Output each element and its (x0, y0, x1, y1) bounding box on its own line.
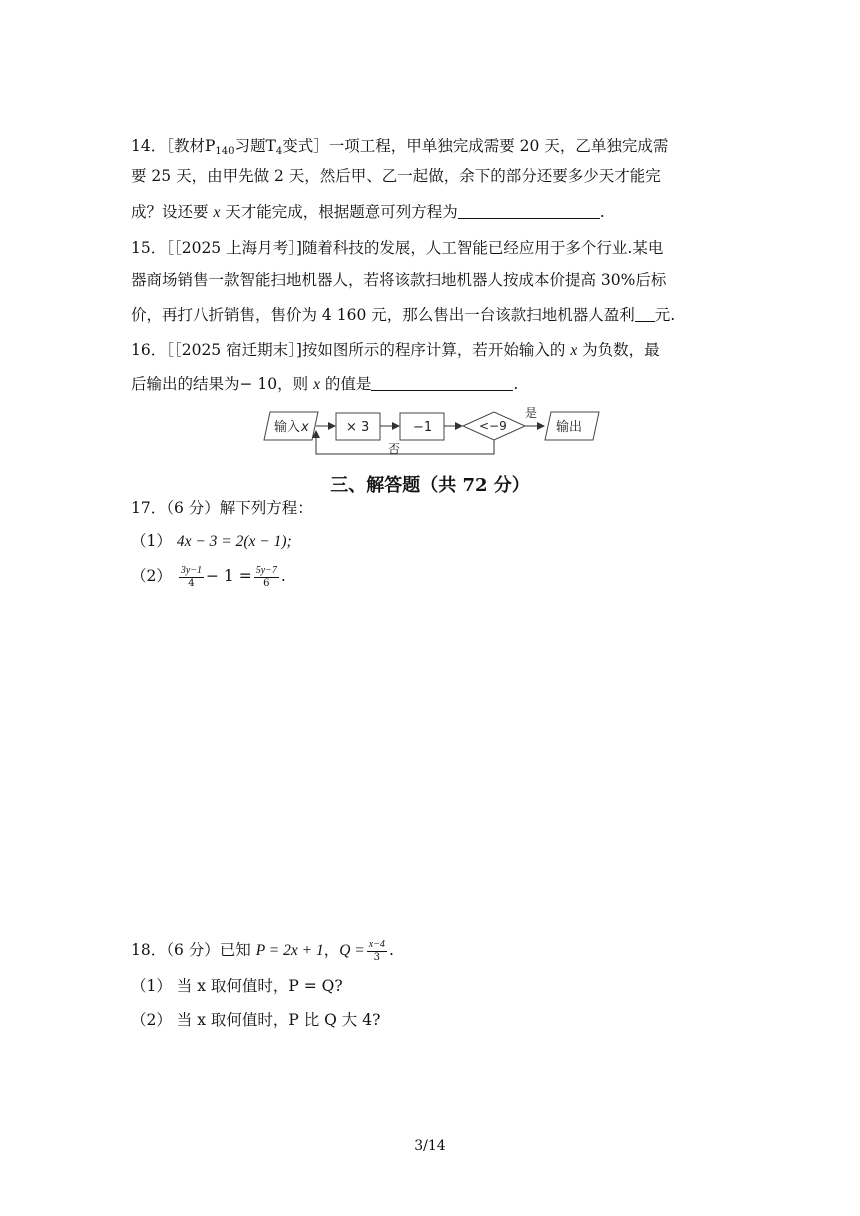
q14-source-mid: 习题T (234, 137, 276, 155)
q18-frac-num: x−4 (368, 938, 385, 950)
q15-text-2: 器商场销售一款智能扫地机器人，若将该款扫地机器人按成本价提高 30%后标 (131, 271, 667, 289)
q17-header (131, 498, 313, 518)
q17-header-text: 17．（6 分）解下列方程： (131, 499, 313, 517)
q17-p2-mid: − 1 = (206, 567, 252, 585)
q15-line-1 (131, 238, 663, 258)
output-label: 输出 (556, 420, 583, 435)
q15-answer-blank (635, 307, 655, 322)
times3-label: × 3 (346, 420, 370, 435)
q17-frac2-num: 5y−7 (255, 564, 277, 576)
input-var: x (301, 420, 309, 435)
q17-p2-fraction-right (254, 565, 279, 590)
condition-label: <−9 (479, 419, 507, 433)
input-label: 输入 (274, 420, 301, 435)
q15-text-3b: 元. (654, 306, 676, 324)
q14-text-3b: 天才能完成，根据题意可列方程为 (220, 203, 458, 221)
q18-header (131, 936, 394, 965)
q15-text-1: 15．［［2025 上海月考］]随着科技的发展，人工智能已经应用于多个行业.某电 (131, 239, 664, 257)
q16-text-2b: 的值是 (319, 375, 372, 393)
q15-line-3 (131, 305, 675, 325)
q16-text-1a: 16．［［2025 宿迁期末］]按如图所示的程序计算，若开始输入的 (131, 341, 571, 359)
q18-part-2 (131, 1010, 380, 1030)
q16-var-x-1: x (570, 342, 578, 359)
q18-Q-fraction (367, 939, 387, 964)
q14-sub-140: 140 (215, 146, 235, 157)
no-label: 否 (388, 442, 401, 456)
q17-p2-end: . (280, 567, 286, 585)
q14-text-2: 要 25 天，由甲先做 2 天，然后甲、乙一起做，余下的部分还要多少天才能完 (131, 167, 661, 185)
q18-P-equation: P = 2x + 1 (255, 942, 324, 959)
minus1-label: −1 (413, 420, 433, 435)
q14-text-1: 一项工程，甲单独完成需要 20 天，乙单独完成需 (328, 137, 669, 155)
q16-line-1 (131, 340, 660, 361)
q15-text-3a: 价，再打八折销售，售价为 4 160 元，那么售出一台该款扫地机器人盈利 (131, 306, 635, 324)
q17-part-1 (131, 531, 292, 552)
q14-source-open: ［教材P (166, 137, 216, 155)
q16-line-2 (131, 374, 518, 395)
q17-part-2 (131, 562, 286, 590)
yes-label: 是 (525, 406, 538, 420)
q14-number: 14． (131, 137, 167, 155)
q16-text-1b: 为负数，最 (577, 341, 660, 359)
q18-Q-equation: Q = (339, 942, 365, 959)
q14-line-3 (131, 202, 605, 223)
q17-frac1-num: 3y−1 (180, 564, 202, 576)
q17-frac1-den: 4 (188, 577, 195, 589)
q18-p1-text: （1） 当 x 取何值时，P = Q? (131, 977, 343, 995)
q16-answer-blank (371, 376, 513, 391)
q18-header-text: 18．（6 分）已知 (131, 941, 256, 959)
q14-sub-4: 4 (275, 146, 283, 157)
section-heading: 三、解答题（共 72 分） (330, 475, 530, 496)
q14-end: . (599, 203, 605, 221)
page-number: 3/14 (414, 1138, 446, 1154)
q17-p1-equation: 4x − 3 = 2(x − 1); (176, 533, 292, 550)
q18-p2-text: （2） 当 x 取何值时，P 比 Q 大 4? (131, 1011, 381, 1029)
q16-var-x-2: x (313, 376, 320, 393)
q15-line-2 (131, 270, 666, 290)
q17-p2-fraction-left (179, 565, 204, 590)
q14-line-1 (131, 136, 668, 162)
q17-p2-label: （2） (131, 567, 172, 585)
q16-end: . (513, 375, 519, 393)
q18-frac-den: 3 (373, 951, 381, 963)
program-flowchart (0, 404, 860, 464)
q14-var-x: x (213, 204, 221, 221)
q17-frac2-den: 6 (263, 577, 270, 589)
q18-end: . (388, 941, 394, 959)
q14-answer-blank (458, 204, 600, 219)
q14-source-close: 变式］ (282, 137, 329, 155)
q17-p1-label: （1） (131, 532, 172, 550)
q14-line-2 (131, 166, 661, 186)
q18-part-1 (131, 976, 343, 996)
q14-text-3a: 成？设还要 (131, 203, 214, 221)
q16-text-2a: 后输出的结果为− 10，则 (131, 375, 314, 393)
q18-separator: ， (323, 941, 340, 959)
